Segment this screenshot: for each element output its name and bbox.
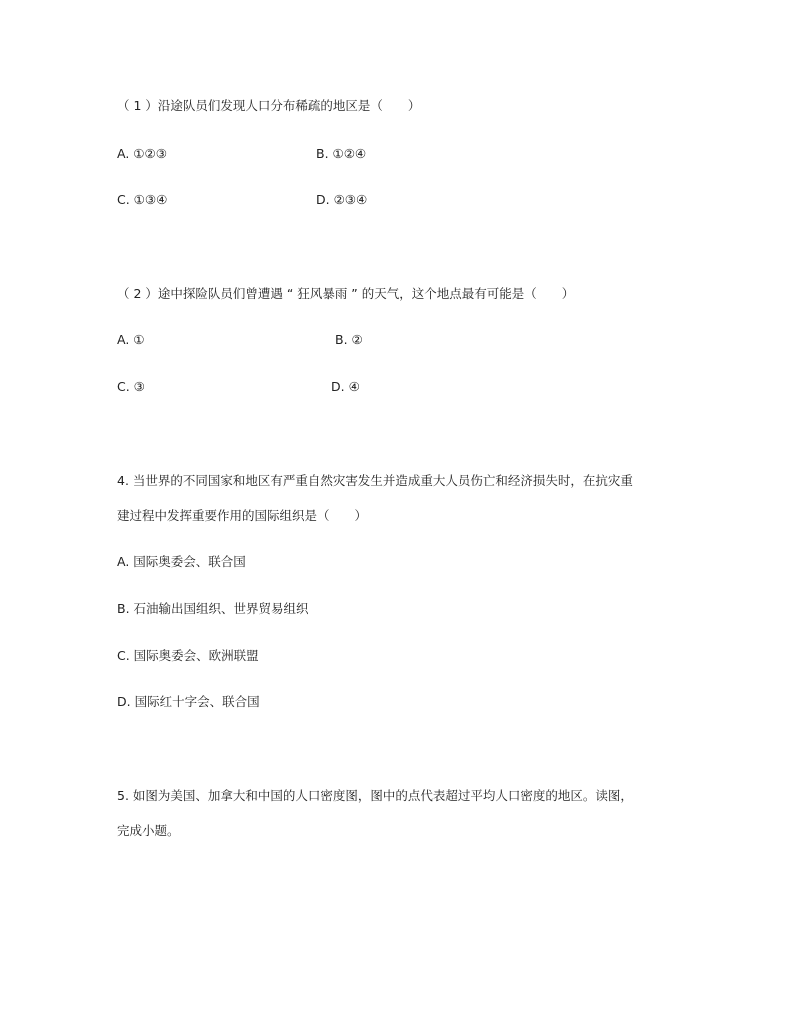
q3-sub2-option-d: D. ④ — [331, 379, 360, 394]
q3-sub2-option-c: C. ③ — [117, 379, 145, 394]
q4-stem-line2: 建过程中发挥重要作用的国际组织是（ ） — [117, 508, 368, 523]
q3-sub2-stem: （ 2 ）途中探险队员们曾遭遇 “ 狂风暴雨 ” 的天气，这个地点最有可能是（ ） — [117, 286, 575, 301]
q3-sub2-option-a: A. ① — [117, 332, 145, 347]
q4-option-b: B. 石油输出国组织、世界贸易组织 — [117, 601, 309, 616]
q4-option-c: C. 国际奥委会、欧洲联盟 — [117, 648, 259, 663]
q3-sub1-stem: （ 1 ）沿途队员们发现人口分布稀疏的地区是（ ） — [117, 98, 421, 113]
q5-stem-line2: 完成小题。 — [117, 823, 180, 838]
q4-stem-line1: 4. 当世界的不同国家和地区有严重自然灾害发生并造成重大人员伤亡和经济损失时，在抗灾重 — [117, 473, 633, 488]
q3-sub2-option-b: B. ② — [335, 332, 363, 347]
q3-sub1-option-d: D. ②③④ — [316, 192, 368, 207]
q3-sub1-option-b: B. ①②④ — [316, 146, 367, 161]
q5-stem-line1: 5. 如图为美国、加拿大和中国的人口密度图，图中的点代表超过平均人口密度的地区。读图， — [117, 788, 633, 803]
q3-sub1-option-a: A. ①②③ — [117, 146, 167, 161]
q3-sub1-option-c: C. ①③④ — [117, 192, 168, 207]
q4-option-d: D. 国际红十字会、联合国 — [117, 694, 260, 709]
q4-option-a: A. 国际奥委会、联合国 — [117, 554, 246, 569]
